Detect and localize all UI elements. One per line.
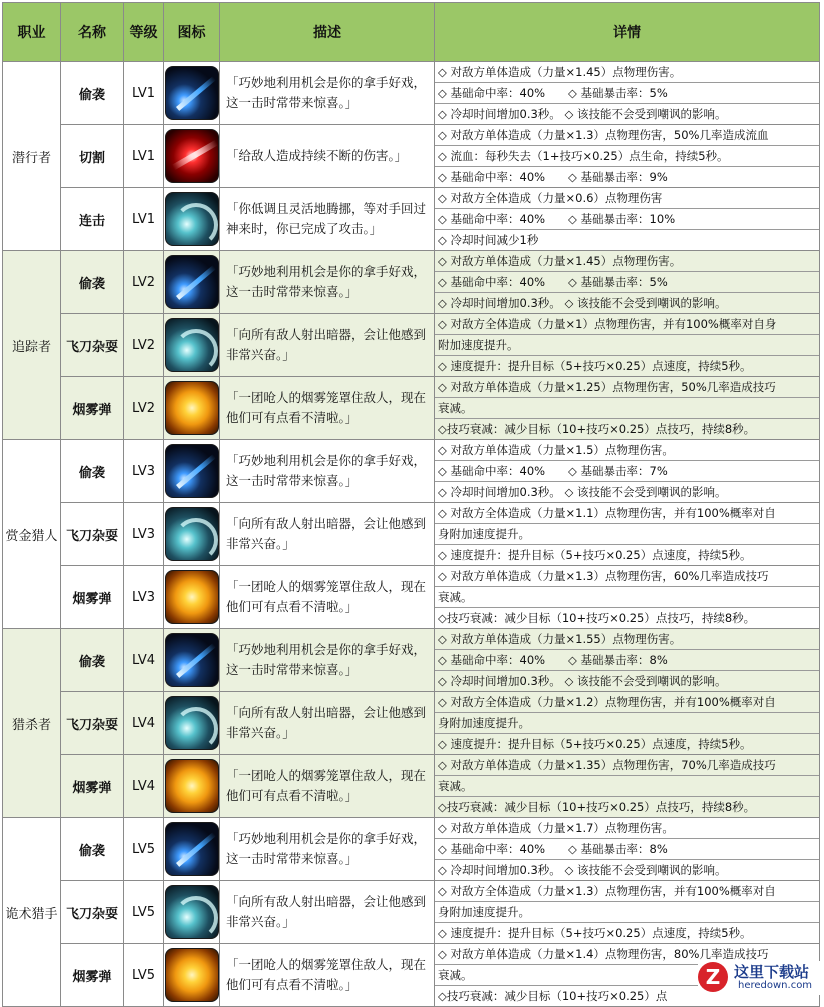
skill-details — [435, 377, 820, 440]
sneak-attack-icon — [165, 444, 219, 498]
skill-description: 「向所有敌人射出暗器，会让他感到非常兴奋。」 — [220, 314, 435, 377]
skill-icon-cell — [164, 440, 220, 503]
skill-name: 烟雾弹 — [61, 755, 124, 818]
skill-details — [435, 818, 820, 881]
skill-icon-cell — [164, 944, 220, 1007]
detail-line: 身附加速度提升。 — [435, 524, 819, 545]
skill-name: 连击 — [61, 188, 124, 251]
detail-line: 身附加速度提升。 — [435, 713, 819, 734]
detail-line: ◇ 冷却时间增加0.3秒。 ◇ 该技能不会受到嘲讽的影响。 — [438, 107, 727, 121]
detail-line: ◇ 对敌方单体造成（力量×1.4）点物理伤害，80%几率造成技巧 — [435, 944, 819, 965]
skill-level: LV5 — [124, 944, 164, 1007]
detail-line: ◇ 对敌方单体造成（力量×1.25）点物理伤害，50%几率造成技巧 — [435, 377, 819, 398]
skill-name: 飞刀杂耍 — [61, 314, 124, 377]
detail-line: ◇ 对敌方全体造成（力量×1.2）点物理伤害，并有100%概率对自 — [435, 692, 819, 713]
skill-description: 「巧妙地利用机会是你的拿手好戏，这一击时常带来惊喜。」 — [220, 440, 435, 503]
skill-icon-cell — [164, 818, 220, 881]
detail-line: ◇ 对敌方全体造成（力量×1）点物理伤害，并有100%概率对自身 — [435, 314, 819, 335]
detail-line: ◇ 对敌方单体造成（力量×1.5）点物理伤害。 — [435, 440, 819, 461]
skill-description: 「巧妙地利用机会是你的拿手好戏，这一击时常带来惊喜。」 — [220, 629, 435, 692]
skill-name: 烟雾弹 — [61, 377, 124, 440]
detail-line: ◇ 对敌方单体造成（力量×1.55）点物理伤害。 — [435, 629, 819, 650]
detail-line: ◇技巧衰减：减少目标（10+技巧×0.25）点 — [438, 989, 668, 1003]
skill-details — [435, 125, 820, 188]
detail-line: ◇ 冷却时间减少1秒 — [438, 233, 539, 247]
skill-name: 烟雾弹 — [61, 566, 124, 629]
header-details: 详情 — [435, 3, 820, 62]
smoke-bomb-icon — [165, 948, 219, 1002]
skill-icon-cell — [164, 251, 220, 314]
skill-details — [435, 881, 820, 944]
skill-details — [435, 62, 820, 125]
skill-row — [3, 755, 820, 818]
detail-line: ◇ 基础命中率：40% ◇ 基础暴击率：5% — [435, 83, 819, 104]
job-cell: 诡术猎手 — [3, 818, 61, 1007]
detail-line: ◇ 对敌方全体造成（力量×1.1）点物理伤害，并有100%概率对自 — [435, 503, 819, 524]
detail-line: ◇ 冷却时间增加0.3秒。 ◇ 该技能不会受到嘲讽的影响。 — [438, 674, 727, 688]
skill-name: 偷袭 — [61, 251, 124, 314]
skill-icon-cell — [164, 314, 220, 377]
job-cell: 潜行者 — [3, 62, 61, 251]
skill-details — [435, 314, 820, 377]
skill-details — [435, 692, 820, 755]
skill-details — [435, 503, 820, 566]
heredown-logo-icon: Z — [698, 962, 728, 992]
skill-row — [3, 188, 820, 251]
detail-line: 衰减。 — [435, 776, 819, 797]
skill-description: 「你低调且灵活地腾挪，等对手回过神来时，你已完成了攻击。」 — [220, 188, 435, 251]
skill-level: LV2 — [124, 251, 164, 314]
skill-row — [3, 629, 820, 692]
detail-line: ◇ 速度提升：提升目标（5+技巧×0.25）点速度，持续5秒。 — [438, 548, 752, 562]
skill-name: 飞刀杂耍 — [61, 503, 124, 566]
skill-icon-cell — [164, 692, 220, 755]
skill-description: 「向所有敌人射出暗器，会让他感到非常兴奋。」 — [220, 503, 435, 566]
skill-row — [3, 62, 820, 125]
header-icon: 图标 — [164, 3, 220, 62]
detail-line: ◇ 冷却时间增加0.3秒。 ◇ 该技能不会受到嘲讽的影响。 — [438, 863, 727, 877]
skill-row — [3, 377, 820, 440]
skill-details — [435, 566, 820, 629]
skill-icon-cell — [164, 629, 220, 692]
watermark-url: heredown.com — [738, 980, 813, 991]
skill-description: 「给敌人造成持续不断的伤害。」 — [220, 125, 435, 188]
header-description: 描述 — [220, 3, 435, 62]
skill-level: LV5 — [124, 818, 164, 881]
detail-line: ◇技巧衰减：减少目标（10+技巧×0.25）点技巧，持续8秒。 — [438, 611, 756, 625]
header-name: 名称 — [61, 3, 124, 62]
detail-line: 身附加速度提升。 — [435, 902, 819, 923]
knife-juggling-icon — [165, 696, 219, 750]
sneak-attack-icon — [165, 822, 219, 876]
knife-juggling-icon — [165, 885, 219, 939]
skill-icon-cell — [164, 188, 220, 251]
skill-level: LV1 — [124, 125, 164, 188]
detail-line: 衰减。 — [435, 587, 819, 608]
detail-line: 衰减。 — [435, 398, 819, 419]
detail-line: ◇ 对敌方单体造成（力量×1.45）点物理伤害。 — [435, 62, 819, 83]
knife-juggling-icon — [165, 507, 219, 561]
skill-row — [3, 314, 820, 377]
detail-line: ◇ 对敌方单体造成（力量×1.3）点物理伤害，60%几率造成技巧 — [435, 566, 819, 587]
skill-name: 飞刀杂耍 — [61, 692, 124, 755]
skill-row — [3, 881, 820, 944]
skill-row — [3, 440, 820, 503]
skill-icon-cell — [164, 881, 220, 944]
skill-details — [435, 188, 820, 251]
detail-line: ◇ 对敌方单体造成（力量×1.7）点物理伤害。 — [435, 818, 819, 839]
skill-description: 「向所有敌人射出暗器，会让他感到非常兴奋。」 — [220, 692, 435, 755]
detail-line: ◇技巧衰减：减少目标（10+技巧×0.25）点技巧，持续8秒。 — [438, 800, 756, 814]
sneak-attack-icon — [165, 66, 219, 120]
knife-juggling-icon — [165, 318, 219, 372]
skill-icon-cell — [164, 62, 220, 125]
skill-level: LV2 — [124, 314, 164, 377]
skill-description: 「向所有敌人射出暗器，会让他感到非常兴奋。」 — [220, 881, 435, 944]
skill-row — [3, 503, 820, 566]
slice-icon — [165, 129, 219, 183]
detail-line: ◇ 对敌方全体造成（力量×0.6）点物理伤害 — [435, 188, 819, 209]
sneak-attack-icon — [165, 255, 219, 309]
skill-row — [3, 251, 820, 314]
detail-line: ◇ 速度提升：提升目标（5+技巧×0.25）点速度，持续5秒。 — [438, 926, 752, 940]
detail-line: ◇ 基础命中率：40% ◇ 基础暴击率：8% — [435, 839, 819, 860]
skill-description: 「一团呛人的烟雾笼罩住敌人，现在他们可有点看不清啦。」 — [220, 944, 435, 1007]
job-cell: 赏金猎人 — [3, 440, 61, 629]
skill-level: LV3 — [124, 440, 164, 503]
skill-icon-cell — [164, 503, 220, 566]
header-level: 等级 — [124, 3, 164, 62]
detail-line: ◇ 冷却时间增加0.3秒。 ◇ 该技能不会受到嘲讽的影响。 — [438, 485, 727, 499]
header-row — [3, 3, 820, 62]
skill-description: 「巧妙地利用机会是你的拿手好戏，这一击时常带来惊喜。」 — [220, 62, 435, 125]
skill-name: 偷袭 — [61, 629, 124, 692]
skill-icon-cell — [164, 125, 220, 188]
detail-line: ◇ 基础命中率：40% ◇ 基础暴击率：8% — [435, 650, 819, 671]
skill-details — [435, 629, 820, 692]
skill-icon-cell — [164, 755, 220, 818]
job-cell: 追踪者 — [3, 251, 61, 440]
skill-level: LV1 — [124, 62, 164, 125]
skill-level: LV4 — [124, 629, 164, 692]
skill-table — [2, 2, 820, 1007]
skill-description: 「巧妙地利用机会是你的拿手好戏，这一击时常带来惊喜。」 — [220, 818, 435, 881]
skill-details — [435, 251, 820, 314]
skill-details — [435, 440, 820, 503]
detail-line: ◇技巧衰减：减少目标（10+技巧×0.25）点技巧，持续8秒。 — [438, 422, 756, 436]
job-cell: 猎杀者 — [3, 629, 61, 818]
watermark-title: 这里下载站 — [734, 963, 810, 981]
detail-line: ◇ 对敌方单体造成（力量×1.3）点物理伤害，50%几率造成流血 — [435, 125, 819, 146]
smoke-bomb-icon — [165, 759, 219, 813]
skill-row — [3, 818, 820, 881]
skill-level: LV4 — [124, 755, 164, 818]
skill-level: LV4 — [124, 692, 164, 755]
skill-row — [3, 944, 820, 1007]
skill-description: 「一团呛人的烟雾笼罩住敌人，现在他们可有点看不清啦。」 — [220, 755, 435, 818]
skill-name: 烟雾弹 — [61, 944, 124, 1007]
detail-line: 衰减。 — [435, 965, 819, 986]
skill-row — [3, 566, 820, 629]
skill-name: 切割 — [61, 125, 124, 188]
skill-level: LV3 — [124, 503, 164, 566]
detail-line: ◇ 基础命中率：40% ◇ 基础暴击率：5% — [435, 272, 819, 293]
skill-level: LV2 — [124, 377, 164, 440]
detail-line: ◇ 对敌方全体造成（力量×1.3）点物理伤害，并有100%概率对自 — [435, 881, 819, 902]
skill-icon-cell — [164, 566, 220, 629]
skill-name: 飞刀杂耍 — [61, 881, 124, 944]
detail-line: ◇ 对敌方单体造成（力量×1.35）点物理伤害，70%几率造成技巧 — [435, 755, 819, 776]
skill-name: 偷袭 — [61, 818, 124, 881]
skill-details — [435, 755, 820, 818]
detail-line: ◇ 基础命中率：40% ◇ 基础暴击率：9% — [438, 170, 668, 184]
detail-line: ◇ 流血：每秒失去（1+技巧×0.25）点生命，持续5秒。 — [435, 146, 819, 167]
detail-line: ◇ 冷却时间增加0.3秒。 ◇ 该技能不会受到嘲讽的影响。 — [438, 296, 727, 310]
header-job: 职业 — [3, 3, 61, 62]
sneak-attack-icon — [165, 633, 219, 687]
skill-row — [3, 692, 820, 755]
detail-line: ◇ 速度提升：提升目标（5+技巧×0.25）点速度，持续5秒。 — [438, 359, 752, 373]
detail-line: ◇ 速度提升：提升目标（5+技巧×0.25）点速度，持续5秒。 — [438, 737, 752, 751]
detail-line: 附加速度提升。 — [435, 335, 819, 356]
detail-line: ◇ 对敌方单体造成（力量×1.45）点物理伤害。 — [435, 251, 819, 272]
detail-line: ◇ 基础命中率：40% ◇ 基础暴击率：7% — [435, 461, 819, 482]
skill-name: 偷袭 — [61, 440, 124, 503]
skill-row — [3, 125, 820, 188]
skill-level: LV1 — [124, 188, 164, 251]
skill-description: 「一团呛人的烟雾笼罩住敌人，现在他们可有点看不清啦。」 — [220, 377, 435, 440]
watermark — [698, 961, 824, 995]
skill-description: 「一团呛人的烟雾笼罩住敌人，现在他们可有点看不清啦。」 — [220, 566, 435, 629]
detail-line: ◇ 基础命中率：40% ◇ 基础暴击率：10% — [435, 209, 819, 230]
skill-level: LV3 — [124, 566, 164, 629]
skill-icon-cell — [164, 377, 220, 440]
skill-level: LV5 — [124, 881, 164, 944]
smoke-bomb-icon — [165, 381, 219, 435]
skill-name: 偷袭 — [61, 62, 124, 125]
smoke-bomb-icon — [165, 570, 219, 624]
skill-description: 「巧妙地利用机会是你的拿手好戏，这一击时常带来惊喜。」 — [220, 251, 435, 314]
combo-strike-icon — [165, 192, 219, 246]
